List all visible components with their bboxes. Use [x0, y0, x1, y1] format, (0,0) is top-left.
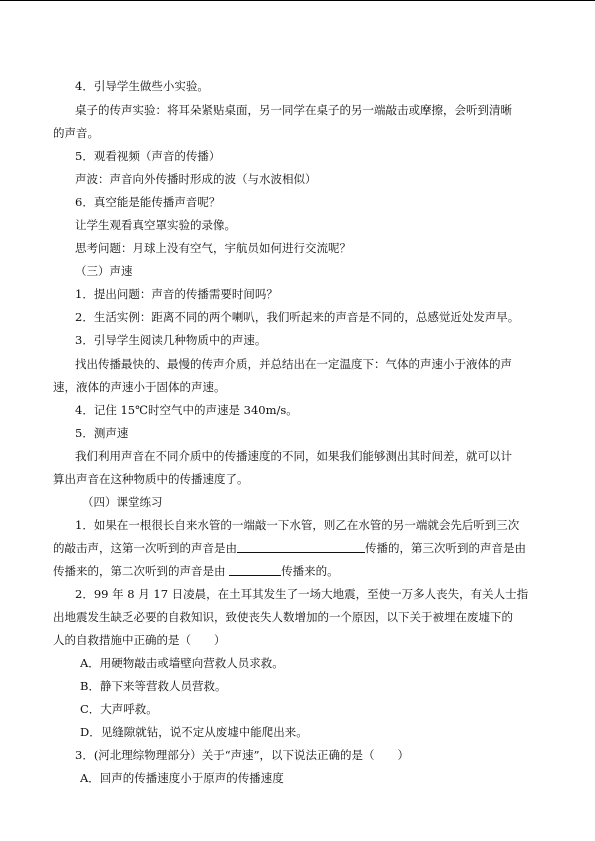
- text-line: 4．引导学生做些小实验。: [75, 79, 209, 93]
- text-line: 的声音。: [53, 126, 99, 140]
- blank-line-text: 的敲击声，这第一次听到的声音是由: [53, 541, 237, 555]
- answer-blank[interactable]: [237, 540, 365, 553]
- section-heading: （三）声速: [75, 264, 133, 278]
- answer-option: B．静下来等营救人员营救。: [80, 679, 227, 693]
- blank-line-text: 传播来的。: [281, 564, 339, 578]
- section-heading: （四）课堂练习: [82, 495, 163, 509]
- question-line: 2．99 年 8 月 17 日凌晨，在土耳其发生了一场大地震，至使一万多人丧失，有关人士指: [75, 587, 529, 601]
- text-line: 1．提出问题：声音的传播需要时间吗？: [75, 287, 278, 301]
- answer-blank[interactable]: [229, 563, 281, 576]
- question-line: 3．(河北理综物理部分）关于“声速”，以下说法正确的是（ ）: [75, 748, 410, 762]
- text-line: 声波：声音向外传播时形成的波（与水波相似）: [75, 172, 317, 186]
- text-line: 速，液体的声速小于固体的声速。: [53, 380, 226, 394]
- blank-line-text: 传播的，第三次听到的声音是由: [365, 541, 526, 555]
- text-line: 3．引导学生阅读几种物质中的声速。: [75, 333, 267, 347]
- text-line: 5．测声速: [75, 426, 129, 440]
- text-line: 4．记住 15℃时空气中的声速是 340m/s。: [75, 403, 298, 417]
- text-line: 思考问题：月球上没有空气，宇航员如何进行交流呢？: [75, 241, 351, 255]
- text-line: 让学生观看真空罩实验的录像。: [75, 218, 236, 232]
- text-line: 5．观看视频（声音的传播）: [75, 149, 221, 163]
- blank-line-text: 传播来的，第二次听到的声音是由: [53, 564, 230, 578]
- question-line-with-blank: [53, 563, 555, 579]
- text-line: 算出声音在这种物质中的传播速度了。: [53, 472, 249, 486]
- text-line: 桌子的传声实验：将耳朵紧贴桌面，另一同学在桌子的另一端敲击或摩擦，会听到清晰: [75, 103, 512, 117]
- question-line: 出地震发生缺乏必要的自救知识，致使丧失人数增加的一个原因，以下关于被埋在废墟下的: [53, 610, 513, 624]
- text-line: 我们利用声音在不同介质中的传播速度的不同，如果我们能够测出其时间差，就可以计: [75, 449, 512, 463]
- text-line: 2．生活实例：距离不同的两个喇叭，我们听起来的声音是不同的，总感觉近处发声早。: [75, 310, 520, 324]
- question-line-with-blank: [53, 540, 555, 556]
- answer-option: A．用硬物敲击或墙壁向营救人员求救。: [80, 656, 284, 670]
- answer-option: A．回声的传播速度小于原声的传播速度: [80, 771, 284, 785]
- text-line: 找出传播最快的、最慢的传声介质，并总结出在一定温度下：气体的声速小于液体的声: [75, 357, 512, 371]
- question-line: 1．如果在一根很长自来水管的一端敲一下水管，则乙在水管的另一端就会先后听到三次: [75, 518, 520, 532]
- answer-option: D．见缝隙就钻，说不定从废墟中能爬出来。: [80, 725, 308, 739]
- text-line: 6．真空能是能传播声音呢？: [75, 195, 221, 209]
- question-line: 人的自救措施中正确的是（ ）: [53, 633, 226, 647]
- answer-option: C．大声呼救。: [80, 702, 158, 716]
